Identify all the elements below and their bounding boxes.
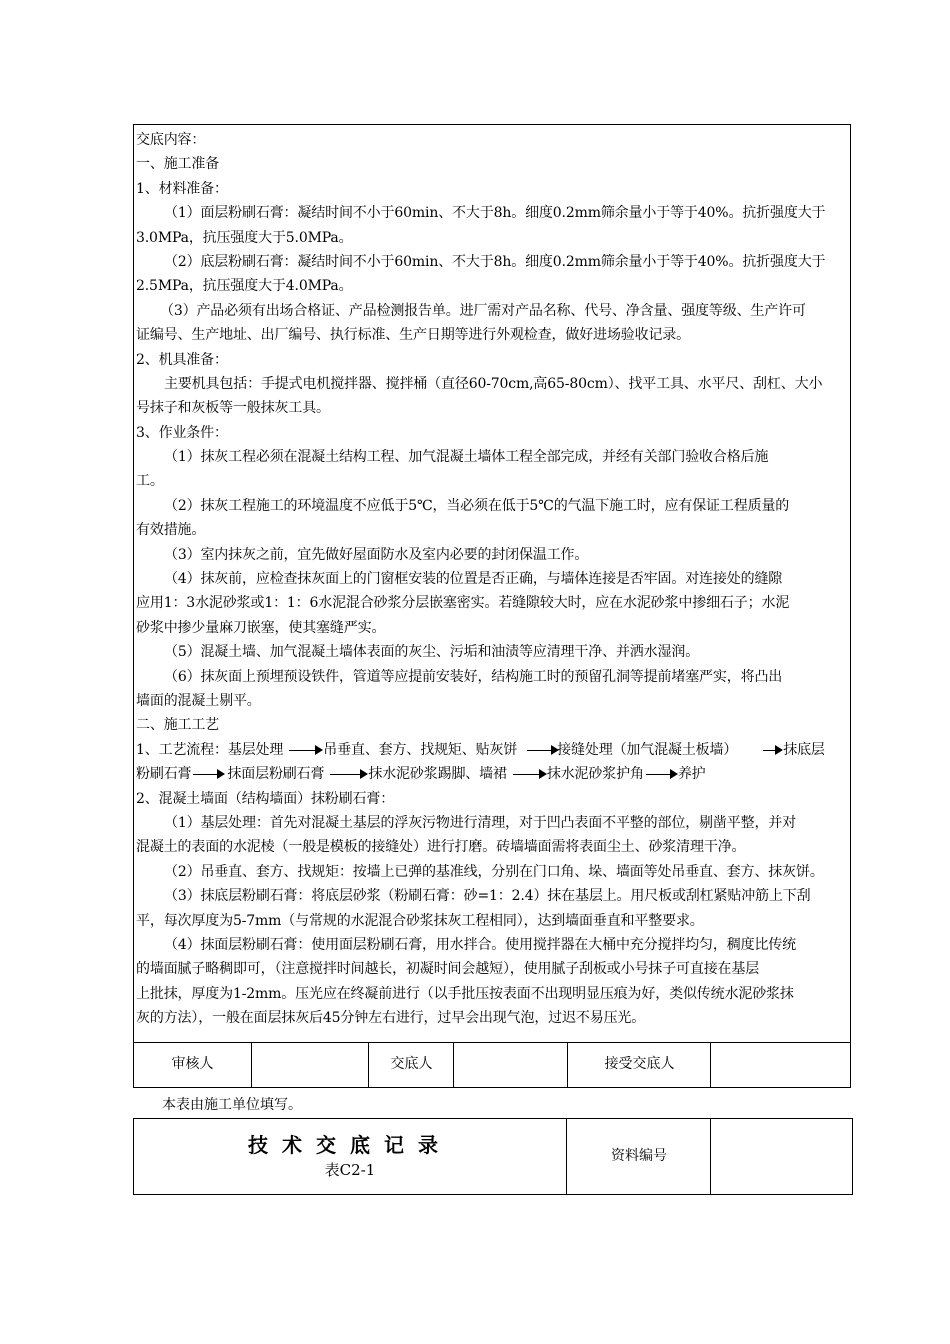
receiver-label: 接受交底人 (567, 1043, 711, 1087)
tools-line-1: 主要机具包括：手提式电机搅拌器、搅拌桶（直径60-70cm,高65-80cm）、找平工具、水平尺、刮杠、大小 (164, 375, 823, 392)
condition-4-line-2: 应用1：3水泥砂浆或1：1：6水泥混合砂浆分层嵌塞密实。若缝隙较大时，应在水泥砂浆中掺细石子；水泥 (136, 595, 790, 612)
material-2-line-1: （2）底层粉刷石膏：凝结时间不小于60min、不大于8h。细度0.2mm筛余量小于等于40%。抗折强度大于 (164, 253, 826, 270)
process-flow-line-2 (136, 762, 848, 786)
doc-number-label: 资料编号 (566, 1119, 711, 1194)
discloser-field[interactable] (453, 1043, 568, 1087)
material-1-line-2: 3.0MPa，抗压强度大于5.0MPa。 (136, 229, 353, 246)
procedure-1-line-2: 混凝土的表面的水泥棱（一般是模板的接缝处）进行打磨。砖墙墙面需将表面尘土、砂浆清理干净。 (136, 839, 746, 856)
procedure-4-line-3: 上批抹，厚度为1-2mm。压光应在终凝前进行（以手批压按表面不出现明显压痕为好，类似传统水泥砂浆抹 (136, 985, 794, 1002)
process-step-plumb-square: 吊垂直、套方、找规矩、贴灰饼 (323, 741, 518, 758)
flow-arrow-icon (283, 738, 323, 762)
content-heading: 交底内容： (136, 132, 206, 148)
receiver-field[interactable] (710, 1043, 850, 1087)
reviewer-label: 审核人 (171, 1056, 214, 1072)
condition-6-line-1: （6）抹灰面上预埋预设铁件，管道等应提前安装好，结构施工时的预留孔洞等提前堵塞严实，将凸出 (164, 668, 783, 685)
tools-line-2: 号抹子和灰板等一般抹灰工具。 (136, 400, 330, 417)
condition-6-line-2: 墙面的混凝土剔平。 (136, 692, 261, 709)
section-1-title: 一、施工准备 (136, 156, 220, 173)
flow-arrow-icon (324, 762, 368, 786)
section-2-title: 二、施工工艺 (136, 717, 220, 734)
process-step-skirting: 抹水泥砂浆踢脚、墙裙 (368, 766, 507, 783)
material-2-line-2: 2.5MPa，抗压强度大于4.0MPa。 (136, 278, 353, 295)
flow-arrow-icon (191, 762, 227, 786)
material-3-line-2: 证编号、生产地址、出厂编号、执行标准、生产日期等进行外观检查，做好进场验收记录。 (136, 327, 690, 344)
procedure-4-line-1: （4）抹面层粉刷石膏：使用面层粉刷石膏，用水拌合。使用搅拌器在大桶中充分搅拌均匀，稠度比传统 (164, 936, 797, 953)
condition-1-line-1: （1）抹灰工程必须在混凝土结构工程、加气混凝土墙体工程全部完成，并经有关部门验收合格后施 (164, 449, 769, 466)
record-header-box (133, 1118, 853, 1195)
procedure-4-line-4: 灰的方法），一般在面层抹灰后45分钟左右进行，过早会出现气泡，过迟不易压光。 (136, 1010, 646, 1027)
subsection-materials-title: 1、材料准备： (136, 180, 228, 197)
form-title: 技术交底记录 (248, 1133, 452, 1157)
condition-2-line-2: 有效措施。 (136, 522, 206, 539)
flow-arrow-icon (517, 738, 557, 762)
procedure-4-line-2: 的墙面腻子略稠即可，（注意搅拌时间越长，初凝时间会越短），使用腻子刮板或小号抹子可直接在基层 (136, 961, 760, 978)
process-step-corner-guard: 抹水泥砂浆护角 (546, 766, 644, 783)
process-step-curing: 养护 (677, 766, 706, 783)
process-flow-label: 1、工艺流程： (136, 741, 228, 758)
procedure-3-line-2: 平，每次厚度为5-7mm（与常规的水泥混合砂浆抹灰工程相同），达到墙面垂直和平整要求。 (136, 912, 704, 929)
condition-4-line-3: 砂浆中掺少量麻刀嵌塞，使其塞缝严实。 (136, 619, 386, 636)
flow-arrow-icon (737, 738, 783, 762)
process-flow-line-1 (136, 738, 848, 762)
procedure-1-line-1: （1）基层处理：首先对混凝土基层的浮灰污物进行清理，对于凹凸表面不平整的部位，剔凿平整，并对 (164, 814, 797, 831)
flow-arrow-icon (507, 762, 547, 786)
condition-1-line-2: 工。 (136, 473, 164, 490)
reviewer-field[interactable] (251, 1043, 369, 1087)
flow-arrow-icon (644, 762, 678, 786)
condition-3: （3）室内抹灰之前，宜先做好屋面防水及室内必要的封闭保温工作。 (164, 546, 589, 563)
material-1-line-1: （1）面层粉刷石膏：凝结时间不小于60min、不大于8h。细度0.2mm筛余量小于等于40%。抗折强度大于 (164, 205, 826, 222)
condition-5: （5）混凝土墙、加气混凝土墙体表面的灰尘、污垢和油渍等应清理干净、并洒水湿润。 (164, 644, 700, 661)
process-step-base-coat-cont: 粉刷石膏 (136, 766, 192, 783)
procedure-3-line-1: （3）抹底层粉刷石膏：将底层砂浆（粉刷石膏：砂=1：2.4）抹在基层上。用尺板或刮杠紧贴冲筋上下刮 (164, 888, 811, 905)
disclosure-content-box (133, 124, 851, 1088)
subsection-conditions-title: 3、作业条件： (136, 424, 228, 441)
form-code: 表C2-1 (324, 1161, 376, 1179)
procedure-2: （2）吊垂直、套方、找规矩：按墙上已弹的基准线，分别在门口角、垛、墙面等处吊垂直、套方、抹灰饼。 (164, 863, 824, 880)
condition-2-line-1: （2）抹灰工程施工的环境温度不应低于5℃，当必须在低于5℃的气温下施工时，应有保证工程质量的 (164, 497, 790, 514)
discloser-label: 交底人 (368, 1043, 454, 1087)
process-step-joint-treatment: 接缝处理（加气混凝土板墙） (557, 741, 738, 758)
subsection-concrete-wall-title: 2、混凝土墙面（结构墙面）抹粉刷石膏： (136, 790, 395, 807)
form-note: 本表由施工单位填写。 (162, 1097, 302, 1113)
process-step-base-coat: 抹底层 (783, 741, 825, 758)
condition-4-line-1: （4）抹灰前，应检查抹灰面上的门窗框安装的位置是否正确，与墙体连接是否牢固。对连接处的缝隙 (164, 571, 783, 588)
signature-row (134, 1042, 850, 1087)
doc-number-field[interactable] (710, 1119, 852, 1194)
content-body (136, 128, 848, 1030)
process-step-surface-coat: 抹面层粉刷石膏 (227, 766, 325, 783)
process-step-base-treatment: 基层处理 (227, 741, 284, 758)
subsection-tools-title: 2、机具准备： (136, 351, 228, 368)
material-3-line-1: （3）产品必须有出场合格证、产品检测报告单。进厂需对产品名称、代号、净含量、强度等级、生产许可 (160, 302, 806, 319)
